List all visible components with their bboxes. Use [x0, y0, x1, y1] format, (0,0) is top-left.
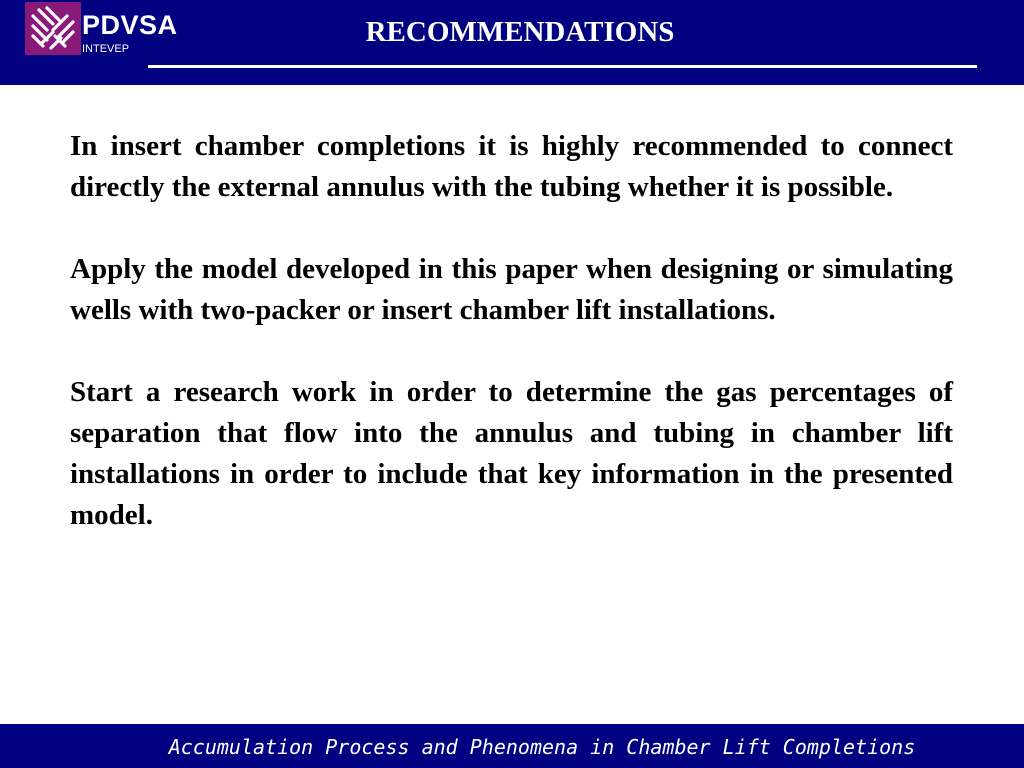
pdvsa-logo-icon	[25, 2, 81, 55]
brand-name: PDVSA	[82, 10, 178, 40]
recommendation-paragraph: Apply the model developed in this paper when designing or simulating wells with two-packer or insert chamber lift installations.	[70, 253, 953, 326]
recommendation-paragraph: Start a research work in order to determine the gas percentages of separation that flow into the annulus and tubing in chamber lift installations in order to include that key information in the presented model.	[70, 376, 953, 531]
slide-content	[70, 126, 953, 577]
sub-brand-name: INTEVEP	[82, 43, 130, 55]
footer-text: Accumulation Process and Phenomena in Chamber Lift Completions	[168, 735, 916, 759]
title-underline	[148, 65, 977, 68]
footer-bar	[0, 724, 1024, 768]
slide-title: RECOMMENDATIONS	[365, 16, 675, 48]
header-bar	[0, 0, 1024, 85]
recommendation-paragraph: In insert chamber completions it is highly recommended to connect directly the external annulus with the tubing whether it is possible.	[70, 130, 953, 203]
